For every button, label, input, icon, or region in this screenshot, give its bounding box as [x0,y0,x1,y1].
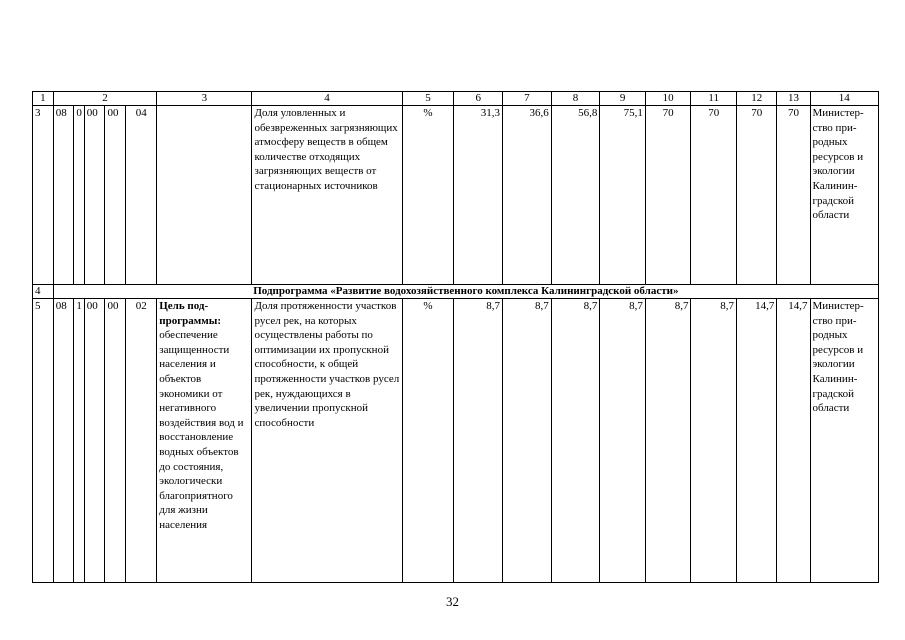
value-col-7: 36,6 [503,106,552,285]
value-col-6: 31,3 [454,106,503,285]
code-subprogram: 1 [74,299,84,583]
table-row [33,106,879,285]
header-cell-10: 10 [645,92,691,106]
goal-title: Цель под-программы: [159,300,222,327]
header-cell-7: 7 [503,92,552,106]
value-col-13: 14,7 [777,299,810,583]
value-col-11: 70 [691,106,737,285]
code-indicator: 02 [126,299,157,583]
value-col-7: 8,7 [503,299,552,583]
value-col-10: 70 [645,106,691,285]
row-number: 4 [33,285,54,299]
value-col-11: 8,7 [691,299,737,583]
header-cell-2: 2 [53,92,157,106]
header-cell-5: 5 [402,92,454,106]
goal-cell [157,106,252,285]
unit: % [402,299,454,583]
value-col-13: 70 [777,106,810,285]
header-cell-14: 14 [810,92,879,106]
goal-cell [157,299,252,583]
code-part-3: 00 [84,299,105,583]
responsible-agency: Министер-ство при-родных ресурсов и экологии Калинин-градской области [810,299,879,583]
page-number: 32 [446,594,459,609]
indicator-name: Доля протяженности участков русел рек, на которых осуществлены работы по оптимизации их пропускной способности, к общей протяженности участков русел рек, нуждающихся в увеличении пропускной способности [252,299,402,583]
row-number: 5 [33,299,54,583]
value-col-6: 8,7 [454,299,503,583]
header-cell-11: 11 [691,92,737,106]
code-program: 08 [53,106,74,285]
value-col-10: 8,7 [645,299,691,583]
indicators-table [32,91,879,583]
subprogram-title: Подпрограмма «Развитие водохозяйственного комплекса Калининградской области» [53,285,878,299]
code-indicator: 04 [126,106,157,285]
value-col-9: 8,7 [600,299,646,583]
code-part-4: 00 [105,106,126,285]
value-col-12: 14,7 [737,299,777,583]
header-cell-9: 9 [600,92,646,106]
responsible-agency: Министер-ство при-родных ресурсов и экологии Калинин-градской области [810,106,879,285]
code-part-4: 00 [105,299,126,583]
header-cell-13: 13 [777,92,810,106]
code-part-3: 00 [84,106,105,285]
header-row [33,92,879,106]
unit: % [402,106,454,285]
value-col-8: 56,8 [551,106,600,285]
header-cell-4: 4 [252,92,402,106]
header-cell-3: 3 [157,92,252,106]
indicator-name: Доля уловленных и обезвреженных загрязняющих атмосферу веществ в общем количестве отходящих загрязняющих веществ от стационарных источников [252,106,402,285]
header-cell-6: 6 [454,92,503,106]
header-cell-8: 8 [551,92,600,106]
table-row [33,285,879,299]
header-cell-1: 1 [33,92,54,106]
value-col-8: 8,7 [551,299,600,583]
code-program: 08 [53,299,74,583]
goal-text: обеспечение защищенности населения и объектов экономики от негативного воздействия вод и восстановление водных объектов до состояния, экологически благоприятного для жизни населения [159,329,244,531]
value-col-12: 70 [737,106,777,285]
table-row [33,299,879,583]
header-cell-12: 12 [737,92,777,106]
code-subprogram: 0 [74,106,84,285]
value-col-9: 75,1 [600,106,646,285]
row-number: 3 [33,106,54,285]
